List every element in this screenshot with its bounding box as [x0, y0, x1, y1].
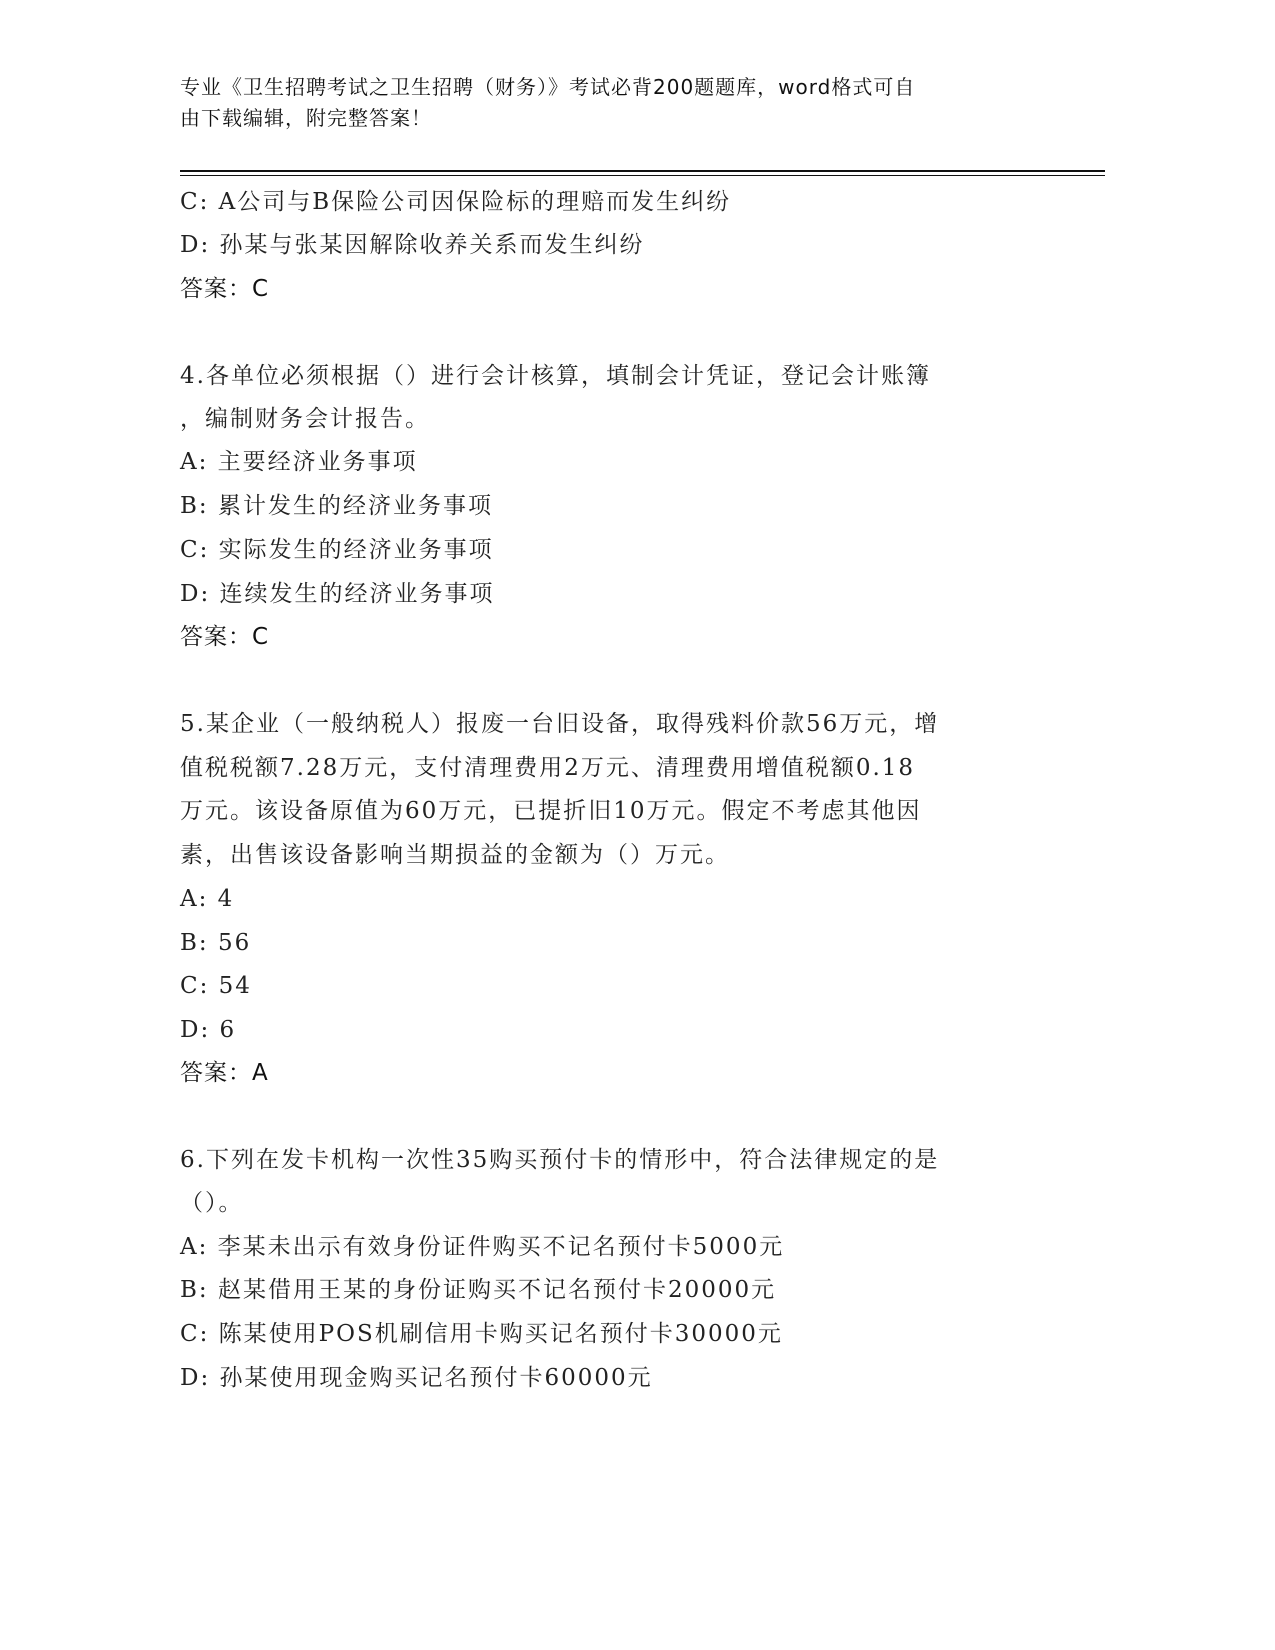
- header-line-1: 专业《卫生招聘考试之卫生招聘（财务）》考试必背200题题库，word格式可自: [180, 75, 916, 99]
- q5-option-c: C: 54: [180, 973, 252, 999]
- q3-answer: 答案：C: [180, 276, 270, 302]
- q6-option-d: D: 孙某使用现金购买记名预付卡60000元: [180, 1365, 653, 1391]
- q4-option-b: B: 累计发生的经济业务事项: [180, 493, 493, 519]
- header-line-2: 由下载编辑，附完整答案！: [180, 106, 432, 130]
- q4-option-d: D: 连续发生的经济业务事项: [180, 581, 495, 607]
- q5-stem-3: 万元。该设备原值为60万元，已提折旧10万元。假定不考虑其他因: [180, 798, 922, 824]
- q6-option-c: C: 陈某使用POS机刷信用卡购买记名预付卡30000元: [180, 1321, 783, 1347]
- q6-option-a: A: 李某未出示有效身份证件购买不记名预付卡5000元: [180, 1234, 785, 1260]
- q5-option-d: D: 6: [180, 1017, 237, 1043]
- q6-stem-2: （）。: [180, 1190, 244, 1216]
- q4-answer: 答案：C: [180, 624, 270, 650]
- header-rule-thick: [180, 170, 1105, 172]
- q4-option-a: A: 主要经济业务事项: [180, 449, 418, 475]
- q4-stem-1: 4.各单位必须根据（）进行会计核算，填制会计凭证，登记会计账簿: [180, 363, 931, 389]
- q3-option-c: C: A公司与B保险公司因保险标的理赔而发生纠纷: [180, 189, 732, 215]
- q5-stem-4: 素，出售该设备影响当期损益的金额为（）万元。: [180, 842, 730, 868]
- q3-option-d: D: 孙某与张某因解除收养关系而发生纠纷: [180, 232, 645, 258]
- header-rule-thin: [180, 175, 1105, 176]
- q5-option-b: B: 56: [180, 930, 252, 956]
- q4-option-c: C: 实际发生的经济业务事项: [180, 537, 494, 563]
- q6-stem-1: 6.下列在发卡机构一次性35购买预付卡的情形中，符合法律规定的是: [180, 1147, 940, 1173]
- q6-option-b: B: 赵某借用王某的身份证购买不记名预付卡20000元: [180, 1277, 777, 1303]
- q4-stem-2: ，编制财务会计报告。: [180, 406, 430, 432]
- q5-stem-1: 5.某企业（一般纳税人）报废一台旧设备，取得残料价款56万元，增: [180, 711, 940, 737]
- q5-option-a: A: 4: [180, 886, 235, 912]
- q5-answer: 答案：A: [180, 1060, 269, 1086]
- q5-stem-2: 值税税额7.28万元，支付清理费用2万元、清理费用增值税额0.18: [180, 755, 916, 781]
